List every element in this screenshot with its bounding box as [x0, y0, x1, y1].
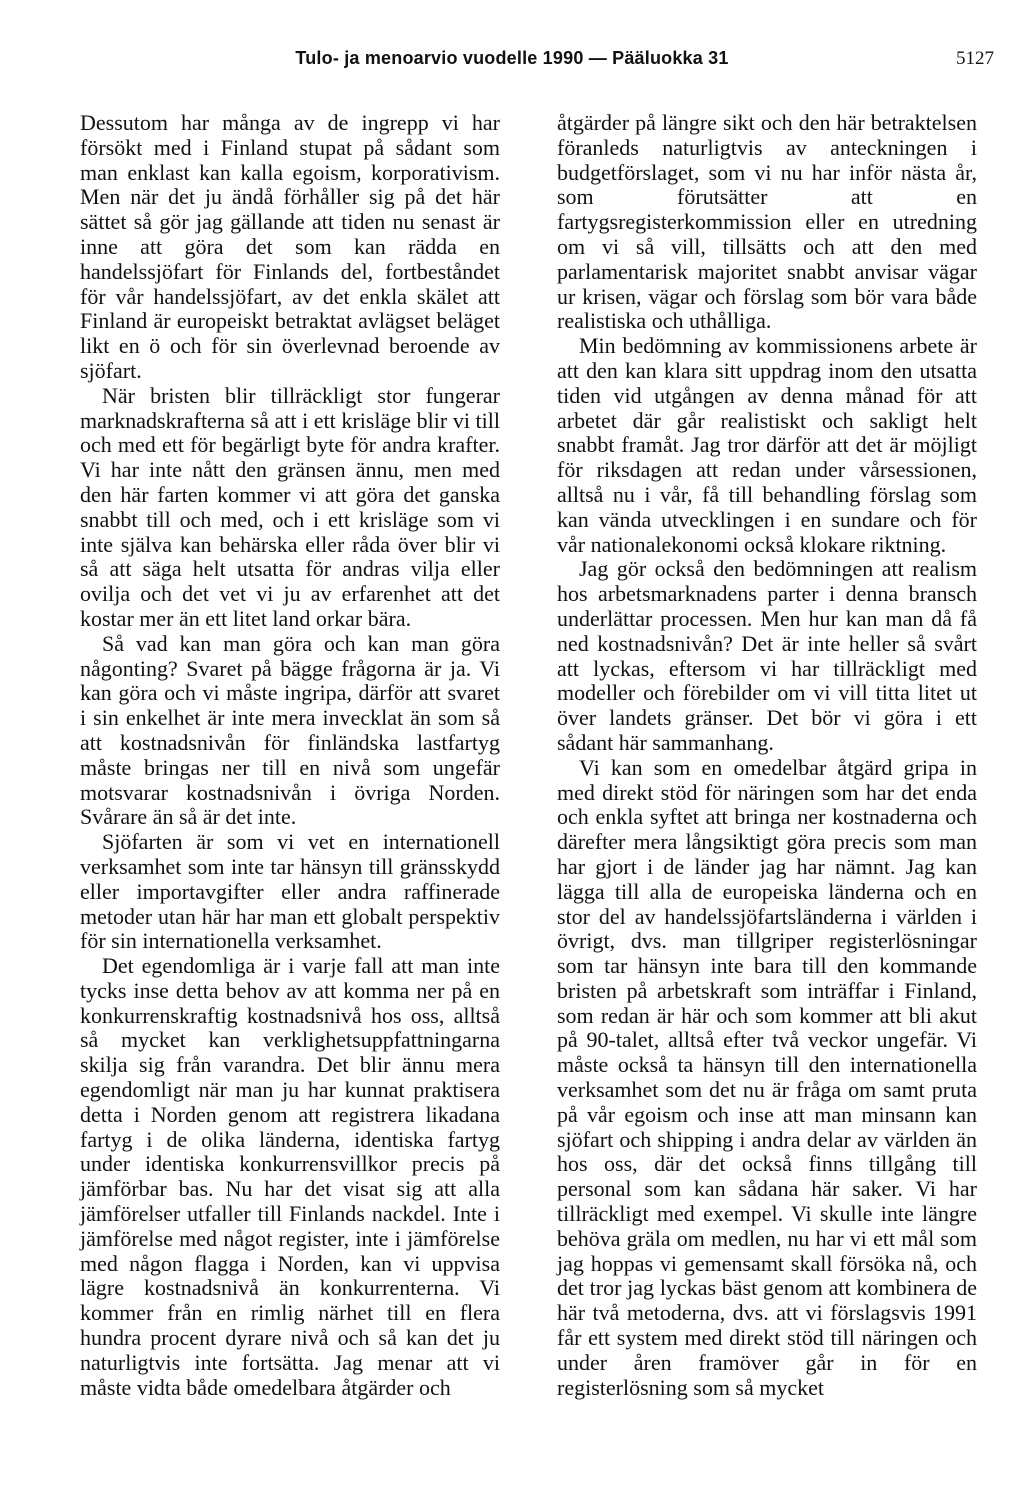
paragraph: Min bedömning av kommissionens arbete är att den kan klara sitt uppdrag inom den utsatta tiden vid utgången av denna månad för att arbetet där går realistiskt och sakligt helt snabbt framåt. Jag tror därför att det är möjligt för riksdagen att redan under vårsessionen, alltså nu i vår, få till behandling förslag som kan vända utvecklingen i en sundare och för vår nationalekonomi också klokare riktning. [557, 333, 977, 557]
paragraph: Vi kan som en omedelbar åtgärd gripa in med direkt stöd för näringen som har det enda och enkla syftet att bringa ner kostnaderna och därefter mera långsiktigt göra precis som man har gjort i de länder jag har nämnt. Jag kan lägga till alla de europeiska länderna och en stor del av handelssjöfartsländerna i världen i övrigt, dvs. man tillgriper registerlösningar som tar hänsyn inte bara till den kommande bristen på arbetskraft som inträffar i Finland, som redan är här och som kommer att bli akut på 90-talet, alltså efter två veckor ungefär. Vi måste också ta hänsyn till den internationella verksamhet som det nu är fråga om samt pruta på vår egoism och inse att man minsann kan sjöfart och shipping i andra delar av världen än hos oss, där det också finns tillgång till personal som kan sådana här saker. Vi har tillräckligt med exempel. Vi skulle inte längre behöva gräla om medlen, nu har vi ett mål som jag hoppas vi gemensamt skall försöka nå, och det tror jag lyckas bäst genom att kombinera de här två metoderna, dvs. att vi förslagsvis 1991 får ett system med direkt stöd till näringen och under åren framöver går in för en registerlösning som så mycket [557, 754, 977, 1400]
right-column [557, 111, 977, 1400]
paragraph: Så vad kan man göra och kan man göra någonting? Svaret på bägge frågorna är ja. Vi kan göra och vi måste ingripa, därför att svaret i sin enkelhet är inte mera invecklat än som så att kostnadsnivån för finländska lastfartyg måste bringas ner till en nivå som ungefär motsvarar kostnadsnivån i övriga Norden. Svårare än så är det inte. [80, 630, 500, 830]
page-number: 5127 [956, 48, 994, 69]
paragraph: När bristen blir tillräckligt stor fungerar marknadskrafterna så att i ett krisläge blir vi till och med ett för begärligt byte för andra krafter. Vi har inte nått den gränsen ännu, men med den här farten kommer vi att göra det ganska snabbt till och med, och i ett krisläge som vi inte själva kan behärska eller råda över blir vi så att säga helt utsatta för andras vilja eller ovilja och det vet vi ju av erfarenhet att det kostar mer än ett litet land orkar bära. [80, 382, 500, 631]
page-header [0, 48, 1024, 78]
left-column [80, 111, 500, 1400]
paragraph: åtgärder på längre sikt och den här betraktelsen föranleds naturligtvis av anteckningen i budgetförslaget, som vi nu har inför nästa år, som förutsätter att en fartygsregisterkommission eller en utredning om vi så vill, tillsätts och att den med parlamentarisk majoritet snabbt anvisar vägar ur krisen, vägar och förslag som bör vara både realistiska och uthålliga. [557, 110, 977, 334]
paragraph: Jag gör också den bedömningen att realism hos arbetsmarknadens parter i denna bransch underlättar processen. Men hur kan man då få ned kostnadsnivån? Det är inte heller så svårt att lyckas, eftersom vi har tillräckligt med modeller och förebilder om vi vill titta litet ut över landets gränser. Det bör vi göra i ett sådant här sammanhang. [557, 556, 977, 755]
paragraph: Sjöfarten är som vi vet en internationell verksamhet som inte tar hänsyn till gränsskydd eller importavgifter eller andra raffinerade metoder utan här har man ett globalt perspektiv för sin internationella verksamhet. [80, 829, 500, 954]
paragraph: Det egendomliga är i varje fall att man inte tycks inse detta behov av att komma ner på en konkurrenskraftig kostnadsnivå hos oss, alltså så mycket kan verklighetsuppfattningarna skilja sig från varandra. Det blir ännu mera egendomligt när man ju har kunnat praktisera detta i Norden genom att registrera likadana fartyg i de olika länderna, identiska fartyg under identiska konkurrensvillkor precis på jämförbar bas. Nu har det visat sig att alla jämförelser utfaller till Finlands nackdel. Inte i jämförelse med något register, inte i jämförelse med någon flagga i Norden, kan vi uppvisa lägre kostnadsnivå än konkurrenterna. Vi kommer från en rimlig närhet till en flera hundra procent dyrare nivå och så kan det ju naturligtvis inte fortsätta. Jag menar att vi måste vidta både omedelbara åtgärder och [80, 953, 500, 1400]
running-title: Tulo- ja menoarvio vuodelle 1990 — Pääluokka 31 [295, 48, 729, 68]
paragraph: Dessutom har många av de ingrepp vi har försökt med i Finland stupat på sådant som man enklast kan kalla egoism, korporativism. Men när det ju ändå förhåller sig på det här sättet så gör jag gällande att tiden nu senast är inne att göra det som kan rädda en handelssjöfart för Finlands del, fortbeståndet för vår handelssjöfart, av det enkla skälet att Finland är europeiskt betraktat avlägset beläget likt en ö och för sin överlevnad beroende av sjöfart. [80, 110, 500, 383]
